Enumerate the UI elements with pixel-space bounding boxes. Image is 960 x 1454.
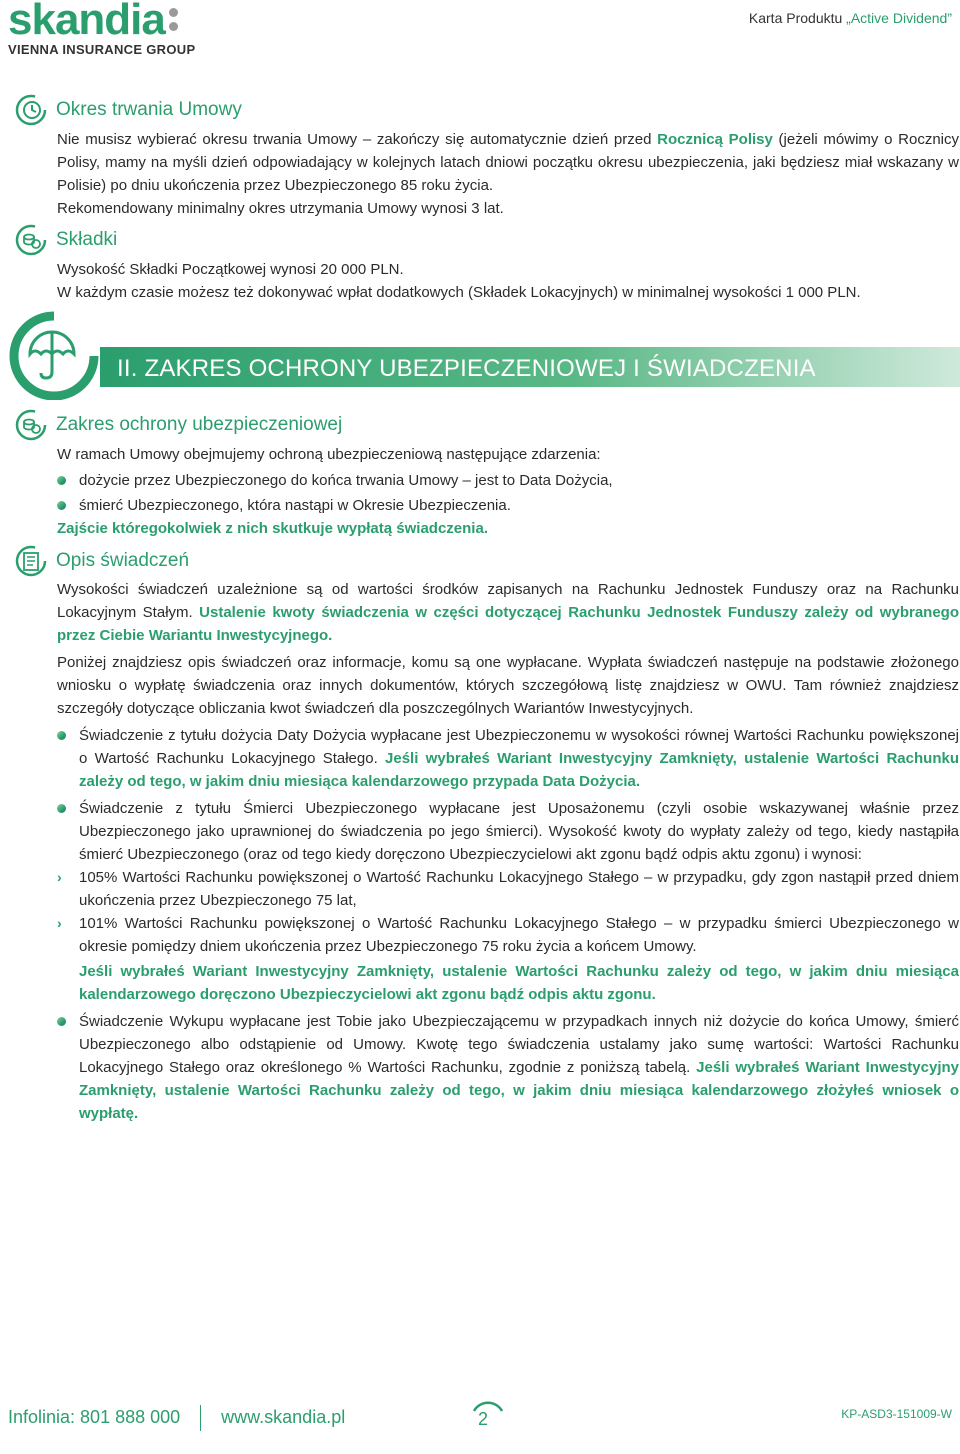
bullet-dot-icon bbox=[57, 476, 66, 485]
list-item-text: Świadczenie z tytułu Śmierci Ubezpieczonego wypłacane jest Uposażonemu (czyli osobie wskazywanej właśnie przez Ubezpieczonego jako uprawnionej do świadczenia po jego śmierci). Wysokość kwoty do wypłaty zależy od tego, kiedy nastąpiła śmierć Ubezpieczonego (oraz od tego kiedy doręczono Ubezpieczycielowi akt zgonu bądź odpis aktu zgonu) i wynosi: bbox=[79, 800, 959, 863]
opis-text bbox=[57, 578, 959, 1125]
skladki-paragraph-1: Wysokość Składki Początkowej wynosi 20 000 PLN. bbox=[57, 261, 404, 278]
logo-group-name: VIENNA INSURANCE GROUP bbox=[8, 42, 196, 57]
card-product-name: „Active Dividend” bbox=[846, 10, 952, 26]
chevron-right-icon: › bbox=[57, 915, 62, 931]
clock-icon bbox=[14, 93, 48, 127]
coins-icon bbox=[14, 408, 48, 442]
bullet-dot-icon bbox=[57, 1017, 66, 1026]
text-run-highlight: Jeśli wybrałeś Wariant Inwestycyjny Zamknięty, ustalenie Wartości Rachunku zależy od tego, w jakim dniu miesiąca kalendarzowego przypada Data Dożycia. bbox=[79, 750, 959, 790]
list-item bbox=[57, 797, 959, 1006]
sub-list bbox=[57, 866, 959, 958]
section-heading-okres bbox=[14, 93, 242, 127]
page-number: 2 bbox=[478, 1409, 489, 1429]
chevron-right-icon: › bbox=[57, 869, 62, 885]
umbrella-icon bbox=[8, 310, 100, 400]
text-run-highlight: Rocznicą Polisy bbox=[657, 131, 773, 148]
infolinia-text: Infolinia: 801 888 000 bbox=[8, 1406, 181, 1427]
website-link[interactable]: www.skandia.pl bbox=[221, 1406, 346, 1427]
text-run: Wysokości świadczeń uzależnione są od wartości środków zapisanych na Rachunku Jednostek Funduszy oraz na Rachunku Lokacyjnym Stałym. bbox=[57, 581, 959, 621]
skladki-text bbox=[57, 258, 959, 304]
list-item-text: śmierć Ubezpieczonego, która nastąpi w Okresie Ubezpieczenia. bbox=[79, 497, 511, 514]
section-title: Zakres ochrony ubezpieczeniowej bbox=[56, 414, 343, 435]
text-run-highlight: Jeśli wybrałeś Wariant Inwestycyjny Zamknięty, ustalenie Wartości Rachunku zależy od tego, w jakim dniu miesiąca kalendarzowego doręczono Ubezpieczycielowi akt zgonu bądź odpis aktu zgonu. bbox=[79, 963, 959, 1003]
section-title: Okres trwania Umowy bbox=[56, 99, 242, 120]
sub-list-item bbox=[57, 912, 959, 958]
section-heading-opis bbox=[14, 544, 189, 578]
coins-icon bbox=[14, 223, 48, 257]
okres-paragraph bbox=[57, 128, 959, 197]
skladki-paragraph-2: W każdym czasie możesz też dokonywać wpłat dodatkowych (Składek Lokacyjnych) w minimalnej wysokości 1 000 PLN. bbox=[57, 284, 861, 301]
opis-paragraph-2: Poniżej znajdziesz opis świadczeń oraz informacje, komu są one wypłacane. Wypłata świadczeń następuje na podstawie złożonego wniosku o wypłatę świadczenia oraz innych dokumentów, których szczegółową listę znajdziesz w OWU. Tam również znajdziesz szczegóły dotyczące obliczania kwot świadczeń dla poszczególnych Wariantów Inwestycyjnych. bbox=[57, 654, 959, 717]
bullet-dot-icon bbox=[57, 804, 66, 813]
zakres-text bbox=[57, 443, 959, 540]
section-title: Składki bbox=[56, 229, 118, 250]
zakres-note: Zajście któregokolwiek z nich skutkuje wypłatą świadczenia. bbox=[57, 520, 488, 537]
list-item-text: dożycie przez Ubezpieczonego do końca trwania Umowy – jest to Data Dożycia, bbox=[79, 472, 613, 489]
section-heading-zakres bbox=[14, 408, 342, 442]
list-item-text: Świadczenie z tytułu dożycia Daty Dożycia wypłacane jest Ubezpieczonemu w wysokości równej Wartości Rachunku powiększonej o Wartość Rachunku Lokacyjnego Stałego. bbox=[79, 727, 959, 767]
footer-divider bbox=[200, 1405, 201, 1431]
sub-list-item bbox=[57, 866, 959, 912]
list-item bbox=[57, 469, 959, 492]
text-run: (jeżeli mówimy o Rocznicy Polisy, mamy na myśli dzień odpowiadający w kolejnych latach dniowi początku okresu ubezpieczenia, jaki będziesz miał wskazany w Polisie) po dniu ukończenia przez Ubezpieczonego 85 roku życia. bbox=[57, 131, 959, 194]
opis-paragraph-1 bbox=[57, 578, 959, 647]
footer-contact bbox=[8, 1405, 345, 1431]
chapter-title: II. ZAKRES OCHRONY UBEZPIECZENIOWEJ I ŚWIADCZENIA bbox=[117, 355, 816, 382]
swiadczenia-list bbox=[57, 724, 959, 1125]
section-heading-skladki bbox=[14, 223, 117, 257]
okres-paragraph-2: Rekomendowany minimalny okres utrzymania Umowy wynosi 3 lat. bbox=[57, 200, 504, 217]
document-icon bbox=[14, 544, 48, 578]
okres-text bbox=[57, 128, 959, 220]
text-run-highlight: Ustalenie kwoty świadczenia w części dotyczącej Rachunku Jednostek Funduszy zależy od wybranego przez Ciebie Wariantu Inwestycyjnego. bbox=[57, 604, 959, 644]
logo-dots bbox=[169, 8, 178, 36]
zakres-list bbox=[57, 469, 959, 517]
list-item bbox=[57, 494, 959, 517]
text-run: Nie musisz wybierać okresu trwania Umowy – zakończy się automatycznie dzień przed bbox=[57, 131, 658, 148]
chapter-banner bbox=[0, 310, 960, 400]
zakres-intro: W ramach Umowy obejmujemy ochroną ubezpieczeniową następujące zdarzenia: bbox=[57, 446, 601, 463]
section-title: Opis świadczeń bbox=[56, 550, 190, 571]
bullet-dot-icon bbox=[57, 501, 66, 510]
text-run-highlight: Jeśli wybrałeś Wariant Inwestycyjny Zamknięty, ustalenie Wartości Rachunku zależy od tego, w jakim dniu miesiąca kalendarzowego złożyłeś wniosek o wypłatę. bbox=[79, 1059, 959, 1122]
list-item bbox=[57, 1010, 959, 1125]
list-item bbox=[57, 724, 959, 793]
logo-wordmark: skandia bbox=[8, 0, 165, 44]
skandia-logo bbox=[8, 0, 195, 57]
document-code: KP-ASD3-151009-W bbox=[841, 1407, 952, 1421]
list-item-text: Świadczenie Wykupu wypłacane jest Tobie jako Ubezpieczającemu w przypadkach innych niż dożycie do końca Umowy, śmierć Ubezpieczonego albo odstąpienie od Umowy. Kwotę tego świadczenia ustalamy jako sumę wartości: Wartości Rachunku Lokacyjnego Stałego oraz określonego % Wartości Rachunku, zgodnie z poniższą tabelą. bbox=[79, 1013, 959, 1076]
sub-list-item-text: 101% Wartości Rachunku powiększonej o Wartość Rachunku Lokacyjnego Stałego – w przypadku śmierci Ubezpieczonego w okresie pomiędzy dniem ukończenia przez Ubezpieczonego 75 roku życia a końcem Umowy. bbox=[79, 915, 959, 955]
page-footer bbox=[0, 1395, 960, 1450]
product-card-title bbox=[749, 10, 952, 26]
card-prefix: Karta Produktu bbox=[748, 10, 847, 26]
bullet-dot-icon bbox=[57, 731, 66, 740]
sub-list-item-text: 105% Wartości Rachunku powiększonej o Wartość Rachunku Lokacyjnego Stałego – w przypadku, gdy zgon nastąpił przed dniem ukończenia przez Ubezpieczonego 75 lat, bbox=[79, 869, 959, 909]
